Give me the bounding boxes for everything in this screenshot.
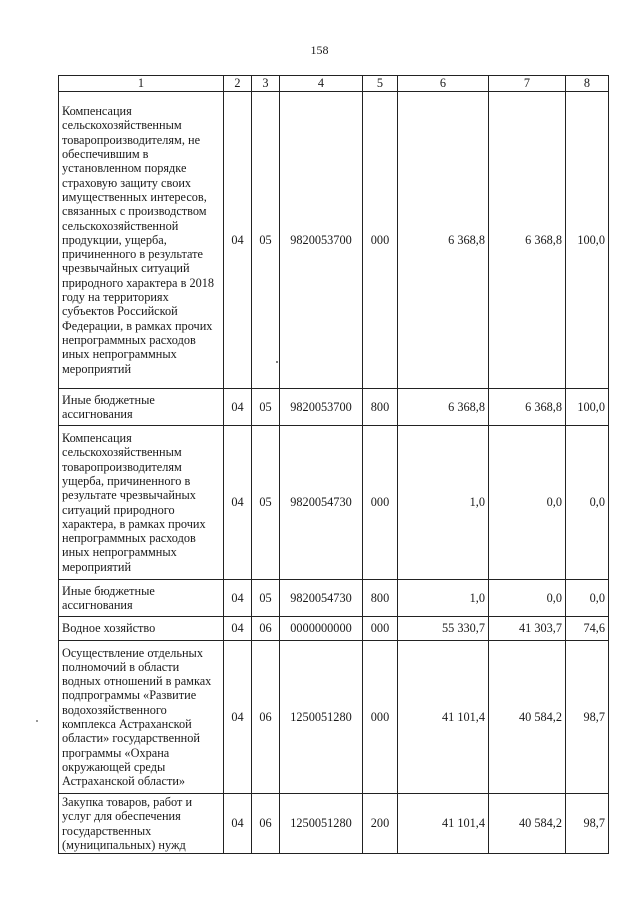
row-percent: 98,7 [566,794,609,854]
header-cell-section: 2 [224,76,252,92]
row-expense-type: 200 [363,794,398,854]
row-target-article: 1250051280 [280,641,363,794]
header-cell-percent: 8 [566,76,609,92]
scan-speck [276,361,278,363]
table-row [59,617,609,641]
table-row [59,794,609,854]
row-name: Компенсация сельскохозяйственным товаропроизводителям, не обеспечившим в установленном порядке страховую защиту своих имущественных интересов, связанных с производством сельскохозяйственной продукции, ущерба, причиненного в результате чрезвычайных ситуаций природного характера в 2018 году на территориях субъектов Российской Федерации, в рамках прочих непрограммных расходов иных непрограммных мероприятий [59,92,224,389]
row-subsection: 05 [252,426,280,580]
row-planned: 41 101,4 [398,641,489,794]
row-expense-type: 000 [363,641,398,794]
row-subsection: 06 [252,641,280,794]
row-percent: 74,6 [566,617,609,641]
row-name: Водное хозяйство [59,617,224,641]
row-target-article: 1250051280 [280,794,363,854]
row-subsection: 05 [252,92,280,389]
row-section: 04 [224,641,252,794]
row-executed: 40 584,2 [489,641,566,794]
row-executed: 0,0 [489,580,566,617]
row-executed: 41 303,7 [489,617,566,641]
row-planned: 6 368,8 [398,92,489,389]
row-target-article: 9820054730 [280,426,363,580]
table-row [59,641,609,794]
row-expense-type: 000 [363,617,398,641]
table-row [59,389,609,426]
row-executed: 6 368,8 [489,389,566,426]
row-executed: 40 584,2 [489,794,566,854]
row-target-article: 9820053700 [280,92,363,389]
row-section: 04 [224,617,252,641]
row-section: 04 [224,580,252,617]
header-cell-expense-type: 5 [363,76,398,92]
header-cell-name: 1 [59,76,224,92]
header-cell-planned: 6 [398,76,489,92]
row-planned: 6 368,8 [398,389,489,426]
row-planned: 1,0 [398,580,489,617]
row-percent: 100,0 [566,389,609,426]
row-name: Осуществление отдельных полномочий в области водных отношений в рамках подпрограммы «Развитие водохозяйственного комплекса Астраханской области» государственной программы «Охрана окружающей среды Астраханской области» [59,641,224,794]
scan-speck [36,720,38,722]
row-planned: 55 330,7 [398,617,489,641]
row-name: Компенсация сельскохозяйственным товаропроизводителям ущерба, причиненного в результате чрезвычайных ситуаций природного характера, в рамках прочих непрограммных расходов иных непрограммных мероприятий [59,426,224,580]
row-target-article: 0000000000 [280,617,363,641]
header-cell-executed: 7 [489,76,566,92]
row-section: 04 [224,92,252,389]
row-expense-type: 000 [363,92,398,389]
row-executed: 0,0 [489,426,566,580]
row-subsection: 05 [252,389,280,426]
row-section: 04 [224,389,252,426]
row-target-article: 9820053700 [280,389,363,426]
row-percent: 0,0 [566,426,609,580]
budget-execution-table [58,75,609,854]
row-percent: 0,0 [566,580,609,617]
row-percent: 98,7 [566,641,609,794]
row-planned: 1,0 [398,426,489,580]
row-percent: 100,0 [566,92,609,389]
table-row [59,426,609,580]
table-row [59,92,609,389]
row-subsection: 06 [252,794,280,854]
header-cell-subsection: 3 [252,76,280,92]
row-target-article: 9820054730 [280,580,363,617]
row-name: Иные бюджетные ассигнования [59,580,224,617]
table-row [59,580,609,617]
row-executed: 6 368,8 [489,92,566,389]
row-name: Закупка товаров, работ и услуг для обеспечения государственных (муниципальных) нужд [59,794,224,854]
row-section: 04 [224,794,252,854]
row-expense-type: 800 [363,389,398,426]
page-number: 158 [310,43,329,57]
row-subsection: 05 [252,580,280,617]
row-name: Иные бюджетные ассигнования [59,389,224,426]
row-expense-type: 800 [363,580,398,617]
row-section: 04 [224,426,252,580]
row-planned: 41 101,4 [398,794,489,854]
row-expense-type: 000 [363,426,398,580]
table-header-row [59,76,609,92]
row-subsection: 06 [252,617,280,641]
header-cell-target-article: 4 [280,76,363,92]
